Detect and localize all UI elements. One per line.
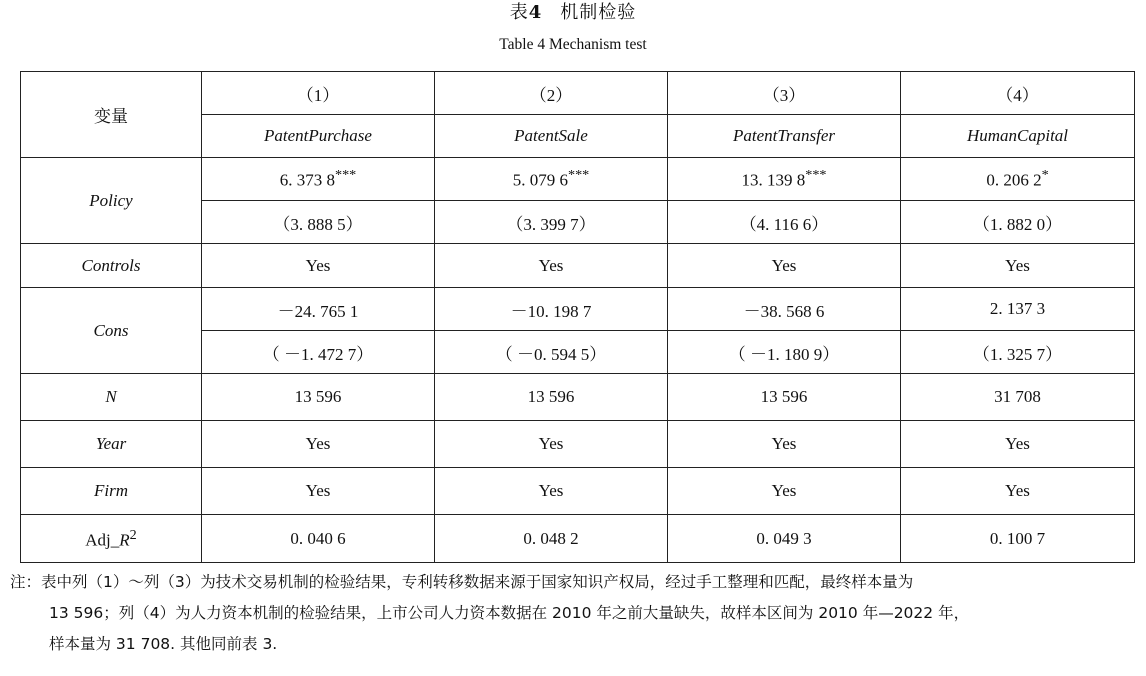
note-line: 样本量为 31 708. 其他同前表 3. [49,635,278,653]
value-cell: Yes [901,421,1135,468]
column-number: （1） [202,72,435,115]
significance-stars: *** [335,167,357,184]
column-variable: PatentPurchase [202,115,435,158]
value-cell: Yes [435,244,668,288]
note-line: 13 596；列（4）为人力资本机制的检验结果，上市公司人力资本数据在 2010 年之前大量缺失，故样本区间为 2010 年—2022 年， [49,604,970,622]
value-cell: Yes [901,468,1135,515]
value-cell: Yes [668,468,901,515]
value-cell: Yes [668,421,901,468]
corner-label: 变量 [21,72,202,158]
note-line: 注：表中列（1）～列（3）为技术交易机制的检验结果，专利转移数据来源于国家知识产权局，经过手工整理和匹配，最终样本量为 [10,573,914,591]
table-caption-english: Table 4 Mechanism test [499,36,647,53]
coef-cell [901,158,1135,201]
column-number: （2） [435,72,668,115]
coef-value: 5. 079 6 [512,170,568,190]
coef-cell: －38. 568 6 [668,288,901,331]
table-row-year [21,421,1135,468]
row-label: Cons [21,288,202,374]
table-row-controls [21,244,1135,288]
se-cell: （ －1. 180 9） [668,331,901,374]
coef-cell [668,158,901,201]
coef-value: 6. 373 8 [279,170,335,190]
row-label: Controls [21,244,202,288]
significance-stars: *** [568,167,590,184]
value-cell: Yes [202,421,435,468]
column-variable: PatentTransfer [668,115,901,158]
value-cell: 13 596 [668,374,901,421]
row-label-variable: R [119,530,130,550]
value-cell: Yes [435,468,668,515]
value-cell: 0. 040 6 [202,515,435,563]
se-cell: （ －1. 472 7） [202,331,435,374]
se-cell: （4. 116 6） [668,201,901,244]
column-variable: HumanCapital [901,115,1135,158]
row-label [21,515,202,563]
caption-number: 4 [528,2,543,23]
value-cell: 31 708 [901,374,1135,421]
value-cell: Yes [901,244,1135,288]
se-cell: （1. 325 7） [901,331,1135,374]
value-cell: 0. 048 2 [435,515,668,563]
coef-cell: 2. 137 3 [901,288,1135,331]
row-label: Policy [21,158,202,244]
value-cell: 0. 100 7 [901,515,1135,563]
row-label: N [21,374,202,421]
coef-value: 13. 139 8 [741,170,806,190]
row-label-superscript: 2 [129,526,137,543]
value-cell: Yes [202,244,435,288]
column-variable: PatentSale [435,115,668,158]
table-row-policy-coef [21,158,1135,201]
significance-stars: *** [805,167,827,184]
column-number: （3） [668,72,901,115]
mechanism-test-table [20,71,1135,563]
table-row-cons-coef [21,288,1135,331]
significance-stars: * [1041,167,1049,184]
se-cell: （3. 888 5） [202,201,435,244]
table-note [10,567,1140,660]
caption-prefix: 表 [509,2,529,23]
header-row-numbers [21,72,1135,115]
column-number: （4） [901,72,1135,115]
table-row-n [21,374,1135,421]
row-label: Year [21,421,202,468]
table-row-firm [21,468,1135,515]
coef-cell: －10. 198 7 [435,288,668,331]
se-cell: （1. 882 0） [901,201,1135,244]
se-cell: （ －0. 594 5） [435,331,668,374]
row-label: Firm [21,468,202,515]
value-cell: 0. 049 3 [668,515,901,563]
caption-title: 机制检验 [560,2,637,23]
value-cell: 13 596 [202,374,435,421]
coef-cell: －24. 765 1 [202,288,435,331]
row-label-prefix: Adj_ [85,530,120,550]
value-cell: 13 596 [435,374,668,421]
se-cell: （3. 399 7） [435,201,668,244]
value-cell: Yes [202,468,435,515]
value-cell: Yes [668,244,901,288]
coef-cell [435,158,668,201]
coef-value: 0. 206 2 [986,170,1042,190]
coef-cell [202,158,435,201]
table-caption-chinese [0,0,1146,26]
table-row-adj-r2 [21,515,1135,563]
value-cell: Yes [435,421,668,468]
